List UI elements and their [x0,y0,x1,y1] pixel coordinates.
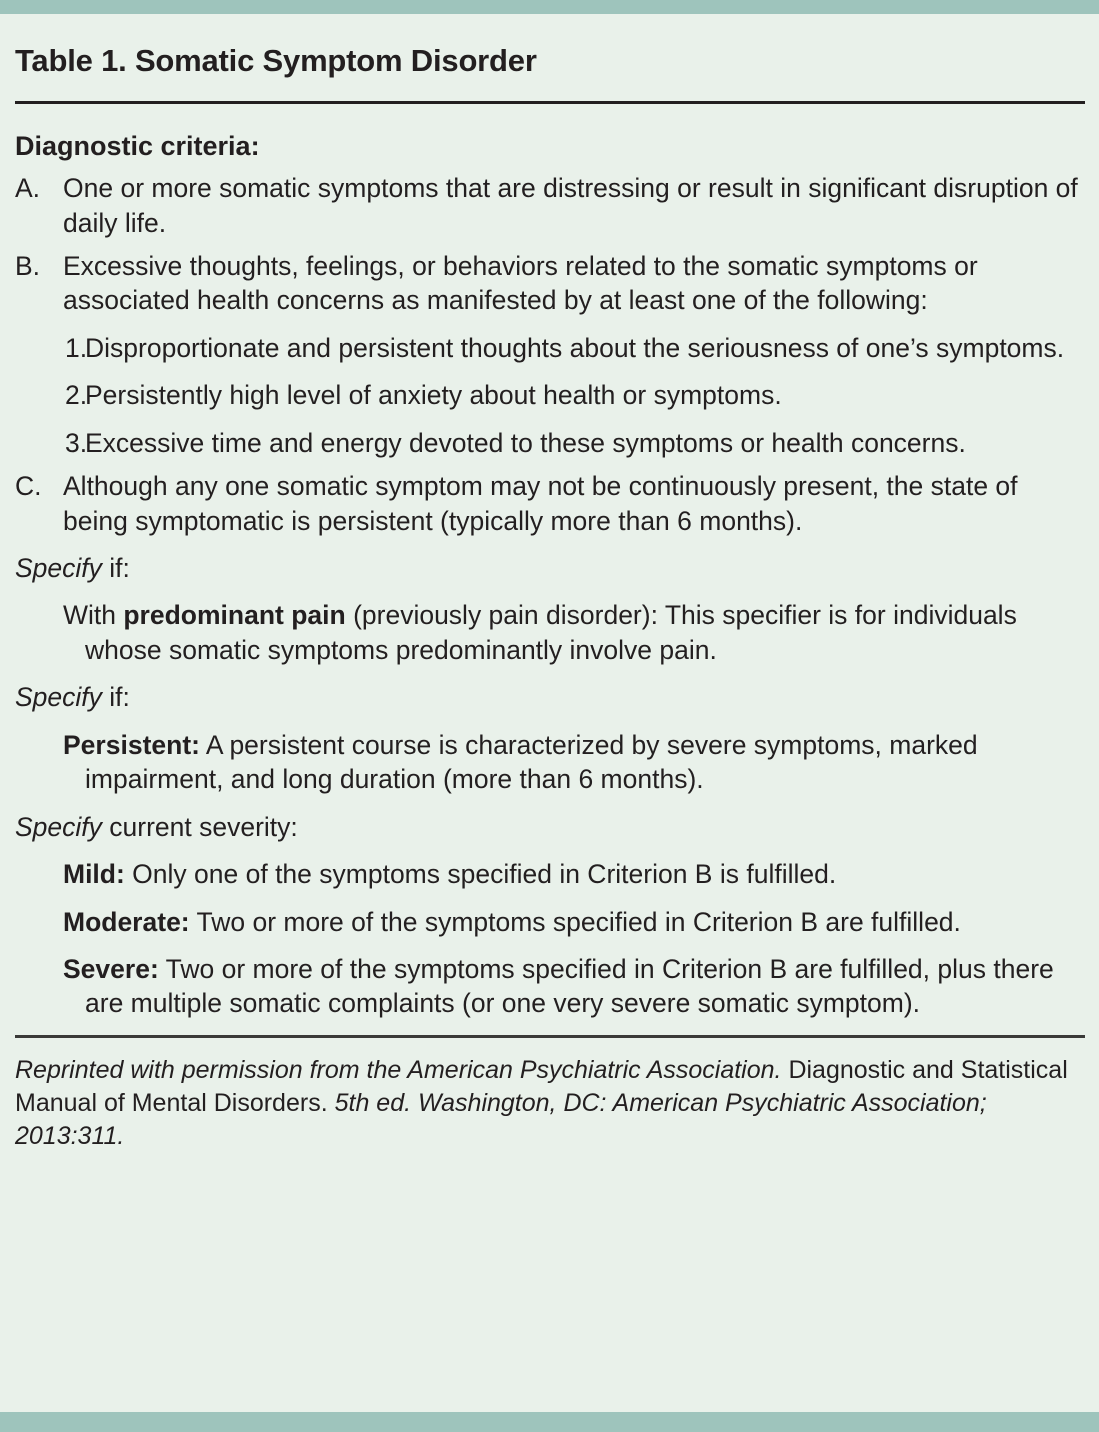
specifier-description: A persistent course is characterized by severe symptoms, marked impairment, and long duration (more than 6 months). [85,729,978,795]
specifier-label: Persistent: [63,729,200,760]
criterion-item [15,171,1084,240]
criterion-item [15,469,1084,538]
criterion-marker: C. [15,471,42,502]
criterion-text: Although any one somatic symptom may not be continuously present, the state of being symptomatic is persistent (typically more than 6 months). [63,471,1018,536]
subitem-marker: 2. [65,380,88,411]
specifier-description: (previously pain disorder): This specifier is for individuals whose somatic symptoms predominantly involve pain. [85,600,1017,665]
section-heading-diagnostic-criteria: Diagnostic criteria: [15,130,260,161]
criterion-subitem [15,378,1084,412]
specify-qualifier: current severity: [101,811,298,842]
criterion-text: One or more somatic symptoms that are distressing or result in significant disruption of daily life. [63,173,1078,238]
citation-permission-statement: Reprinted with permission from the American Psychiatric Association. [15,1055,782,1084]
specifier-description: Only one of the symptoms specified in Criterion B is fulfilled. [124,859,837,890]
page-title: Table 1. Somatic Symptom Disorder [15,43,537,78]
specifier-description: Two or more of the symptoms specified in Criterion B are fulfilled. [189,906,961,937]
specify-keyword: Specify [15,811,102,842]
specifier-lead: With [63,600,124,631]
specifier-heading [15,551,1084,585]
citation-work-title: Diagnostic and Statistical Manual of Mental Disorders. [15,1055,1068,1117]
criterion-item [15,249,1084,318]
specify-keyword: Specify [15,682,102,713]
subitem-marker: 1. [65,332,88,363]
specifier-label: Mild: [63,859,125,890]
criterion-subitem [15,331,1084,365]
specifier-entry [15,728,1084,797]
footnote-divider [15,1035,1085,1038]
specify-qualifier: if: [101,682,130,713]
source-citation [15,1054,1084,1153]
specifier-label: Moderate: [63,906,190,937]
subitem-marker: 3. [65,427,88,458]
specifier-entry [15,952,1084,1021]
specifier-heading [15,680,1084,714]
title-divider [15,101,1085,104]
specify-keyword: Specify [15,553,102,584]
specifier-label: predominant pain [123,600,346,631]
criterion-marker: B. [15,250,41,281]
subitem-text: Disproportionate and persistent thoughts about the seriousness of one’s symptoms. [85,332,1065,363]
top-accent-bar [0,0,1099,14]
criterion-text: Excessive thoughts, feelings, or behaviors related to the somatic symptoms or associated health concerns as manifested by at least one of the following: [63,250,978,316]
specify-qualifier: if: [101,553,130,584]
specifier-entry [15,598,1084,667]
specifier-heading [15,810,1084,844]
table-sheet [0,44,1099,1153]
criterion-marker: A. [15,173,41,204]
specifier-label: Severe: [63,953,159,984]
citation-edition-publisher: 5th ed. Washington, DC: American Psychiatric Association; 2013:311. [15,1088,987,1150]
specifier-entry [15,857,1084,891]
specifier-entry [15,905,1084,939]
criterion-subitem [15,426,1084,460]
subitem-text: Persistently high level of anxiety about health or symptoms. [85,380,782,411]
subitem-text: Excessive time and energy devoted to these symptoms or health concerns. [85,427,966,458]
bottom-accent-bar [0,1412,1099,1432]
specifier-description: Two or more of the symptoms specified in Criterion B are fulfilled, plus there are multiple somatic complaints (or one very severe somatic symptom). [85,953,1054,1019]
